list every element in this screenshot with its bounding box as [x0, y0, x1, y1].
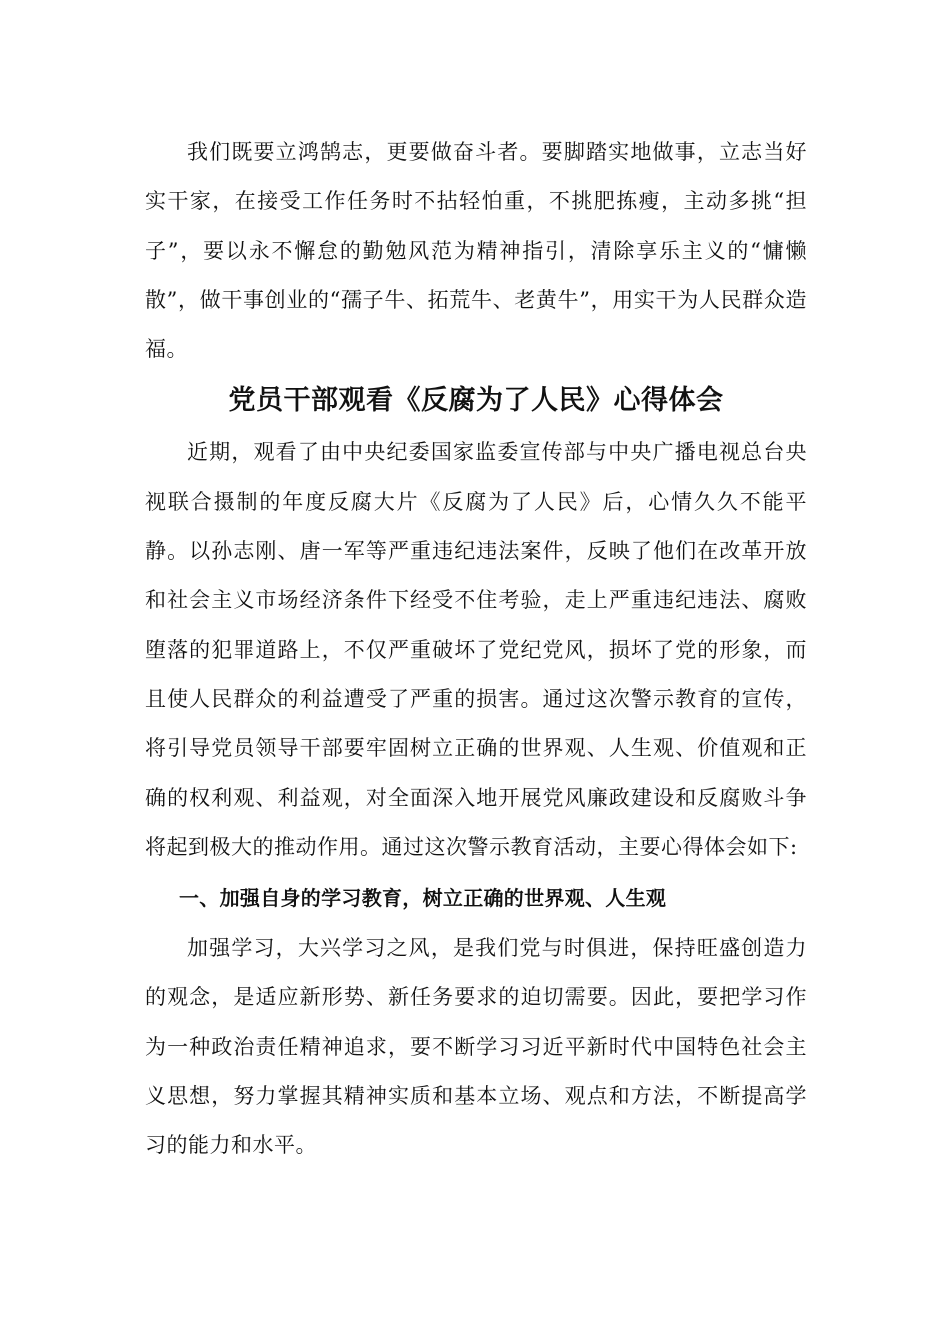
document-title: 党员干部观看《反腐为了人民》心得体会	[228, 385, 724, 417]
text-column	[145, 128, 807, 1171]
section-heading: 一、加强自身的学习教育，树立正确的世界观、人生观	[179, 886, 667, 911]
section-paragraph: 加强学习，大兴学习之风，是我们党与时俱进，保持旺盛创造力的观念，是适应新形势、新任务要求的迫切需要。因此，要把学习作为一种政治责任精神追求，要不断学习习近平新时代中国特色社会主义思想，努力掌握其精神实质和基本立场、观点和方法，不断提高学习的能力和水平。	[145, 936, 807, 1158]
body-paragraph: 近期，观看了由中央纪委国家监委宣传部与中央广播电视总台央视联合摄制的年度反腐大片《反腐为了人民》后，心情久久不能平静。以孙志刚、唐一军等严重违纪违法案件，反映了他们在改革开放和社会主义市场经济条件下经受不住考验，走上严重违纪违法、腐败堕落的犯罪道路上，不仅严重破坏了党纪党风，损坏了党的形象，而且使人民群众的利益遭受了严重的损害。通过这次警示教育的宣传，将引导党员领导干部要牢固树立正确的世界观、人生观、价值观和正确的权利观、利益观，对全面深入地开展党风廉政建设和反腐败斗争将起到极大的推动作用。通过这次警示教育活动，主要心得体会如下:	[145, 440, 807, 859]
intro-paragraph: 我们既要立鸿鹄志，更要做奋斗者。要脚踏实地做事，立志当好实干家，在接受工作任务时不拈轻怕重，不挑肥拣瘦，主动多挑“担子”，要以永不懈怠的勤勉风范为精神指引，清除享乐主义的“慵懒散”，做干事创业的“孺子牛、拓荒牛、老黄牛”，用实干为人民群众造福。	[145, 140, 807, 362]
